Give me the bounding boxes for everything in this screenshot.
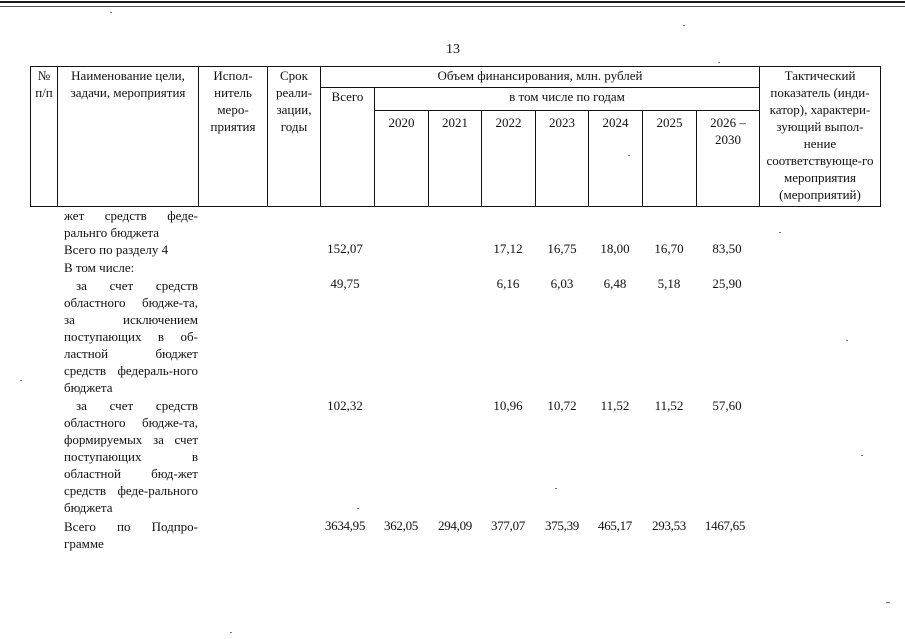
scan-speck (779, 232, 781, 233)
scan-speck (230, 632, 232, 633)
table-row-name: Всего по разделу 4 (64, 242, 169, 257)
header-year: 2025 (642, 110, 697, 207)
header-col-name: Наименование цели, задачи, мероприятия (57, 66, 199, 207)
table-row-name: В том числе: (64, 260, 135, 275)
page-number: 13 (446, 42, 460, 57)
scan-speck (886, 602, 890, 603)
table-cell-value: 362,05 (384, 518, 418, 533)
header-col-total: Всего (320, 87, 375, 207)
table-cell-total: 49,75 (330, 276, 360, 291)
table-cell-value: 25,90 (712, 276, 742, 291)
table-cell-value: 6,03 (550, 276, 574, 291)
scan-speck (628, 155, 630, 156)
table-row-name: за счет средств областного бюдже-та, за исключением поступающих в об-ластной бюджет средств федераль-ного бюджета (64, 278, 198, 395)
header-col-by-years: в том числе по годам (374, 87, 760, 111)
scan-speck (20, 380, 22, 381)
table-cell-total: 102,32 (327, 398, 363, 413)
table-cell-value: 377,07 (491, 518, 525, 533)
table-cell-total: 3634,95 (324, 518, 366, 533)
scan-speck (555, 488, 557, 489)
table-cell-value: 293,53 (652, 518, 686, 533)
table-row-name: Всего по Подпро-грамме (64, 519, 198, 551)
scan-speck (357, 508, 359, 509)
header-col-funding: Объем финансирования, млн. рублей (320, 66, 760, 88)
table-cell-value: 5,18 (657, 276, 681, 291)
table-cell-value: 465,17 (598, 518, 632, 533)
table-cell-value: 6,16 (496, 276, 520, 291)
scan-speck (846, 340, 848, 341)
table-cell-value: 375,39 (545, 518, 579, 533)
table-cell-value: 10,72 (547, 398, 577, 413)
table-cell-value: 16,70 (654, 241, 684, 256)
table-cell-value: 11,52 (654, 398, 684, 413)
header-col-no: № п/п (30, 66, 58, 207)
table-cell-value: 18,00 (600, 241, 630, 256)
scan-edge-top (0, 1, 905, 3)
scan-speck (861, 455, 863, 456)
table-cell-value: 10,96 (493, 398, 523, 413)
header-col-term: Срок реали-зации, годы (267, 66, 321, 207)
table-row-name: жет средств феде-ральнго бюджета (64, 208, 198, 240)
scan-speck (683, 25, 685, 26)
table-cell-value: 17,12 (493, 241, 523, 256)
header-col-executor: Испол-нитель меро-приятия (198, 66, 268, 207)
table-cell-value: 16,75 (547, 241, 577, 256)
table-cell-value: 1467,65 (704, 518, 746, 533)
scan-speck (110, 12, 112, 13)
scan-edge-line (0, 6, 905, 7)
table-cell-value: 57,60 (712, 398, 742, 413)
header-year: 2020 (374, 110, 429, 207)
table-cell-value: 294,09 (438, 518, 472, 533)
table-cell-total: 152,07 (327, 241, 363, 256)
header-year: 2023 (535, 110, 589, 207)
header-year: 2026 – 2030 (696, 110, 760, 207)
scan-speck (718, 62, 720, 63)
table-cell-value: 83,50 (712, 241, 742, 256)
header-year: 2021 (428, 110, 482, 207)
header-year: 2022 (481, 110, 536, 207)
table-cell-value: 11,52 (600, 398, 630, 413)
header-year: 2024 (588, 110, 643, 207)
table-cell-value: 6,48 (603, 276, 627, 291)
table-row-name: за счет средств областного бюдже-та, формируемых за счет поступающих в областной бюд-жет средств феде-рального бюджета (64, 398, 198, 515)
header-col-indicator: Тактический показатель (инди-катор), характери-зующий выпол-нение соответствующе-го мероприятия (мероприятий) (759, 66, 881, 207)
